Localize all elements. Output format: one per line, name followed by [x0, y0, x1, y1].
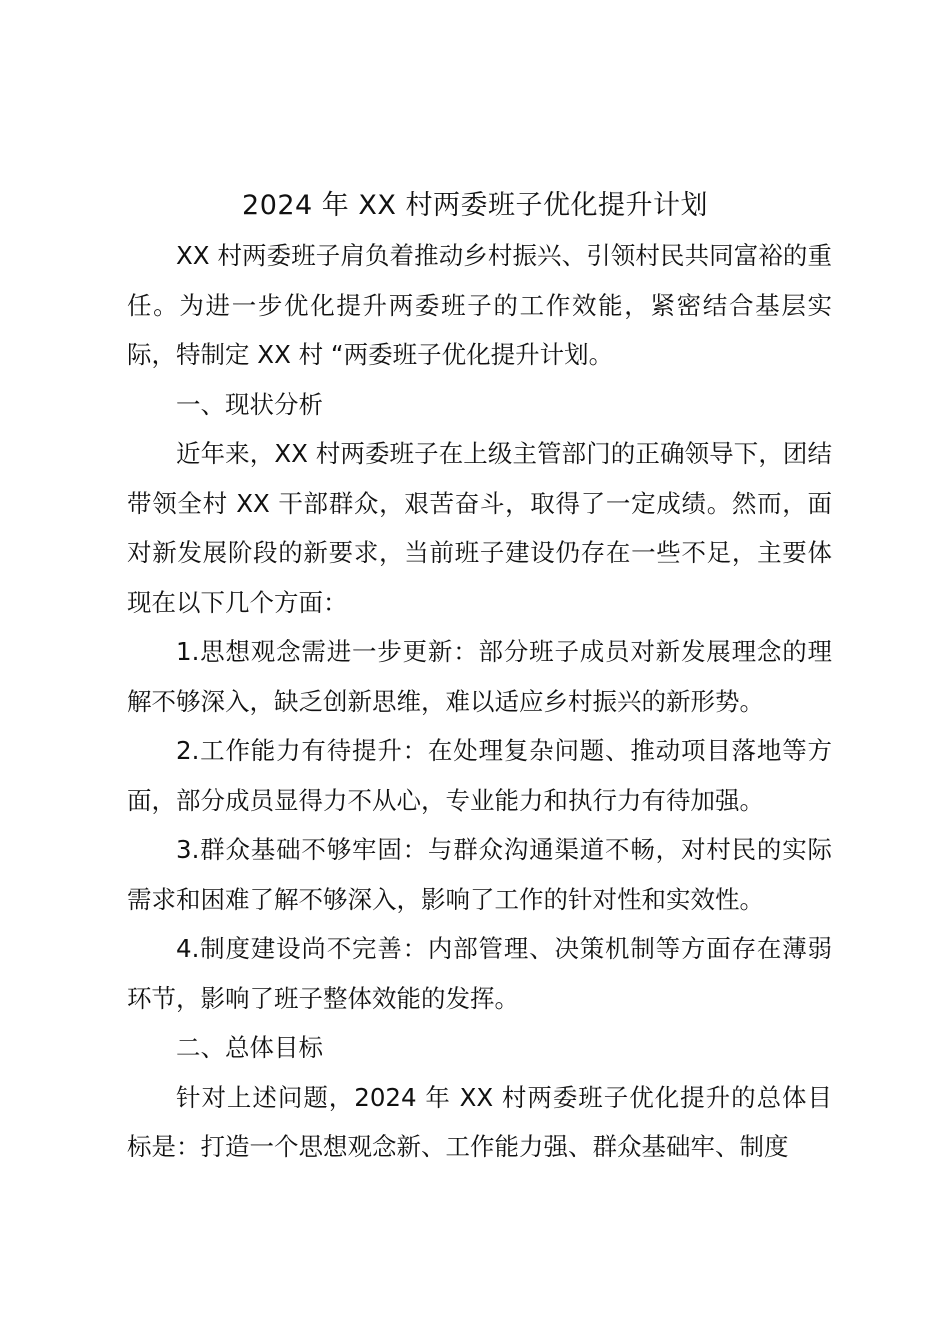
list-item-1: 1.思想观念需进一步更新：部分班子成员对新发展理念的理解不够深入，缺乏创新思维，难以适应乡村振兴的新形势。	[127, 637, 832, 716]
list-item-4: 4.制度建设尚不完善：内部管理、决策机制等方面存在薄弱环节，影响了班子整体效能的发挥。	[127, 934, 832, 1013]
document-body	[127, 231, 832, 1172]
section-heading-status: 一、现状分析	[176, 389, 323, 419]
list-item-2: 2.工作能力有待提升：在处理复杂问题、推动项目落地等方面，部分成员显得力不从心，专业能力和执行力有待加强。	[127, 736, 832, 815]
status-paragraph: 近年来，XX 村两委班子在上级主管部门的正确领导下，团结带领全村 XX 干部群众，艰苦奋斗，取得了一定成绩。然而，面对新发展阶段的新要求，当前班子建设仍存在一些不足，主要体现在以下几个方面：	[127, 439, 832, 617]
document-title: 2024 年 XX 村两委班子优化提升计划	[242, 190, 708, 221]
intro-paragraph: XX 村两委班子肩负着推动乡村振兴、引领村民共同富裕的重任。为进一步优化提升两委班子的工作效能，紧密结合基层实际，特制定 XX 村 “两委班子优化提升计划。	[127, 241, 832, 369]
goals-paragraph: 针对上述问题，2024 年 XX 村两委班子优化提升的总体目标是：打造一个思想观念新、工作能力强、群众基础牢、制度	[127, 1082, 832, 1161]
section-heading-goals: 二、总体目标	[176, 1033, 323, 1062]
list-item-3: 3.群众基础不够牢固：与群众沟通渠道不畅，对村民的实际需求和困难了解不够深入，影响了工作的针对性和实效性。	[127, 835, 832, 914]
